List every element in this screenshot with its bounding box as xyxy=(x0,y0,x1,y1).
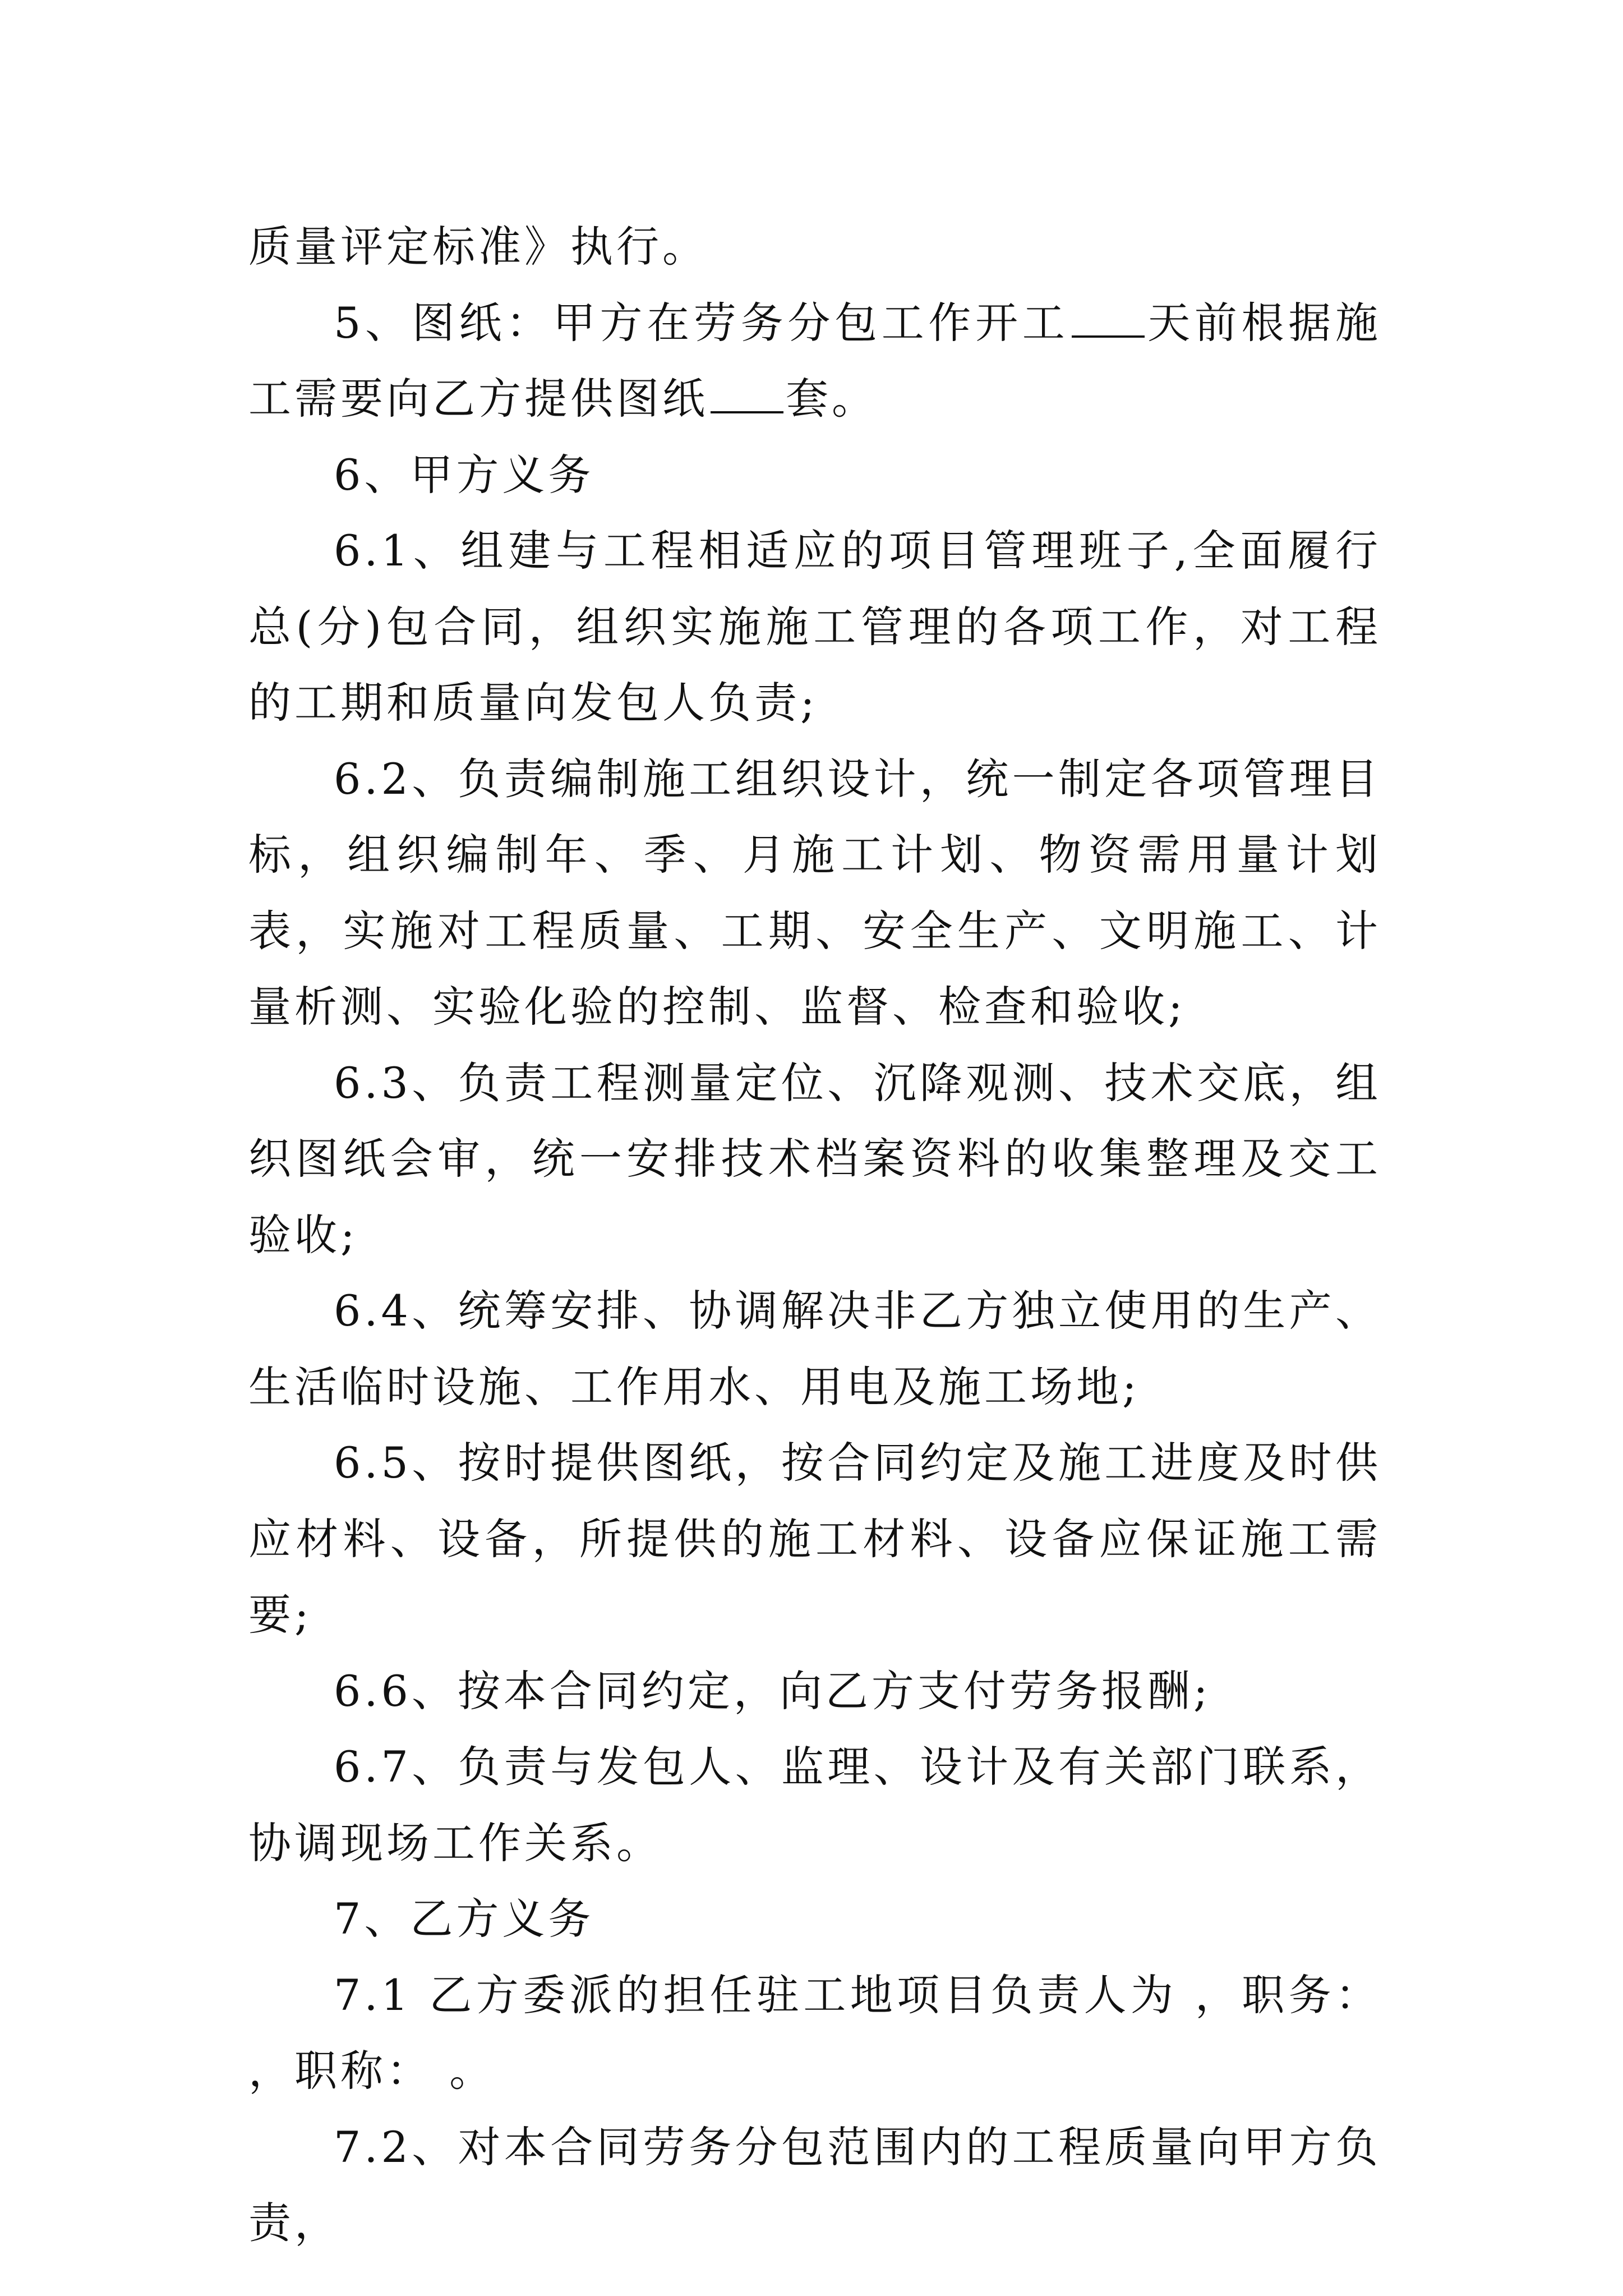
paragraph-7-2: 7.2、对本合同劳务分包范围内的工程质量向甲方负责， xyxy=(248,2122,1381,2248)
paragraph-continuation: 质量评定标准》执行。 xyxy=(248,222,708,272)
document-body xyxy=(248,209,1381,2261)
paragraph-7-1: 7.1 乙方委派的担任驻工地项目负责人为 ，职务： ，职称： 。 xyxy=(248,1970,1381,2096)
paragraph-5-part-3: 套。 xyxy=(786,374,878,424)
paragraph-6-4: 6.4、统筹安排、协调解决非乙方独立使用的生产、生活临时设施、工作用水、用电及施工场地; xyxy=(248,1286,1381,1412)
paragraph-6-5: 6.5、按时提供图纸，按合同约定及施工进度及时供应材料、设备，所提供的施工材料、设备应保证施工需要; xyxy=(248,1438,1381,1640)
paragraph-6-7: 6.7、负责与发包人、监理、设计及有关部门联系，协调现场工作关系。 xyxy=(248,1742,1381,1868)
fill-blank-sets xyxy=(711,375,783,413)
paragraph-6-3: 6.3、负责工程测量定位、沉降观测、技术交底，组织图纸会审，统一安排技术档案资料的收集整理及交工验收; xyxy=(248,1057,1381,1260)
paragraph-6-6: 6.6、按本合同约定，向乙方支付劳务报酬; xyxy=(334,1665,1211,1716)
paragraph-6-1: 6.1、组建与工程相适应的项目管理班子,全面履行总(分)包合同，组织实施施工管理的各项工作，对工程的工期和质量向发包人负责; xyxy=(248,526,1381,728)
paragraph-5-drawings xyxy=(248,285,1381,437)
paragraph-6-heading: 6、甲方义务 xyxy=(334,449,594,500)
paragraph-5-part-1: 5、图纸：甲方在劳务分包工作开工 xyxy=(334,297,1069,348)
paragraph-6-2: 6.2、负责编制施工组织设计，统一制定各项管理目标，组织编制年、季、月施工计划、物资需用量计划表，实施对工程质量、工期、安全生产、文明施工、计量析测、实验化验的控制、监督、检查和验收; xyxy=(248,753,1381,1032)
paragraph-5-part-2: 天前根据施工需要向乙方提供图纸 xyxy=(248,297,1382,424)
fill-blank-days xyxy=(1072,300,1145,338)
paragraph-7-heading: 7、乙方义务 xyxy=(334,1894,594,1944)
